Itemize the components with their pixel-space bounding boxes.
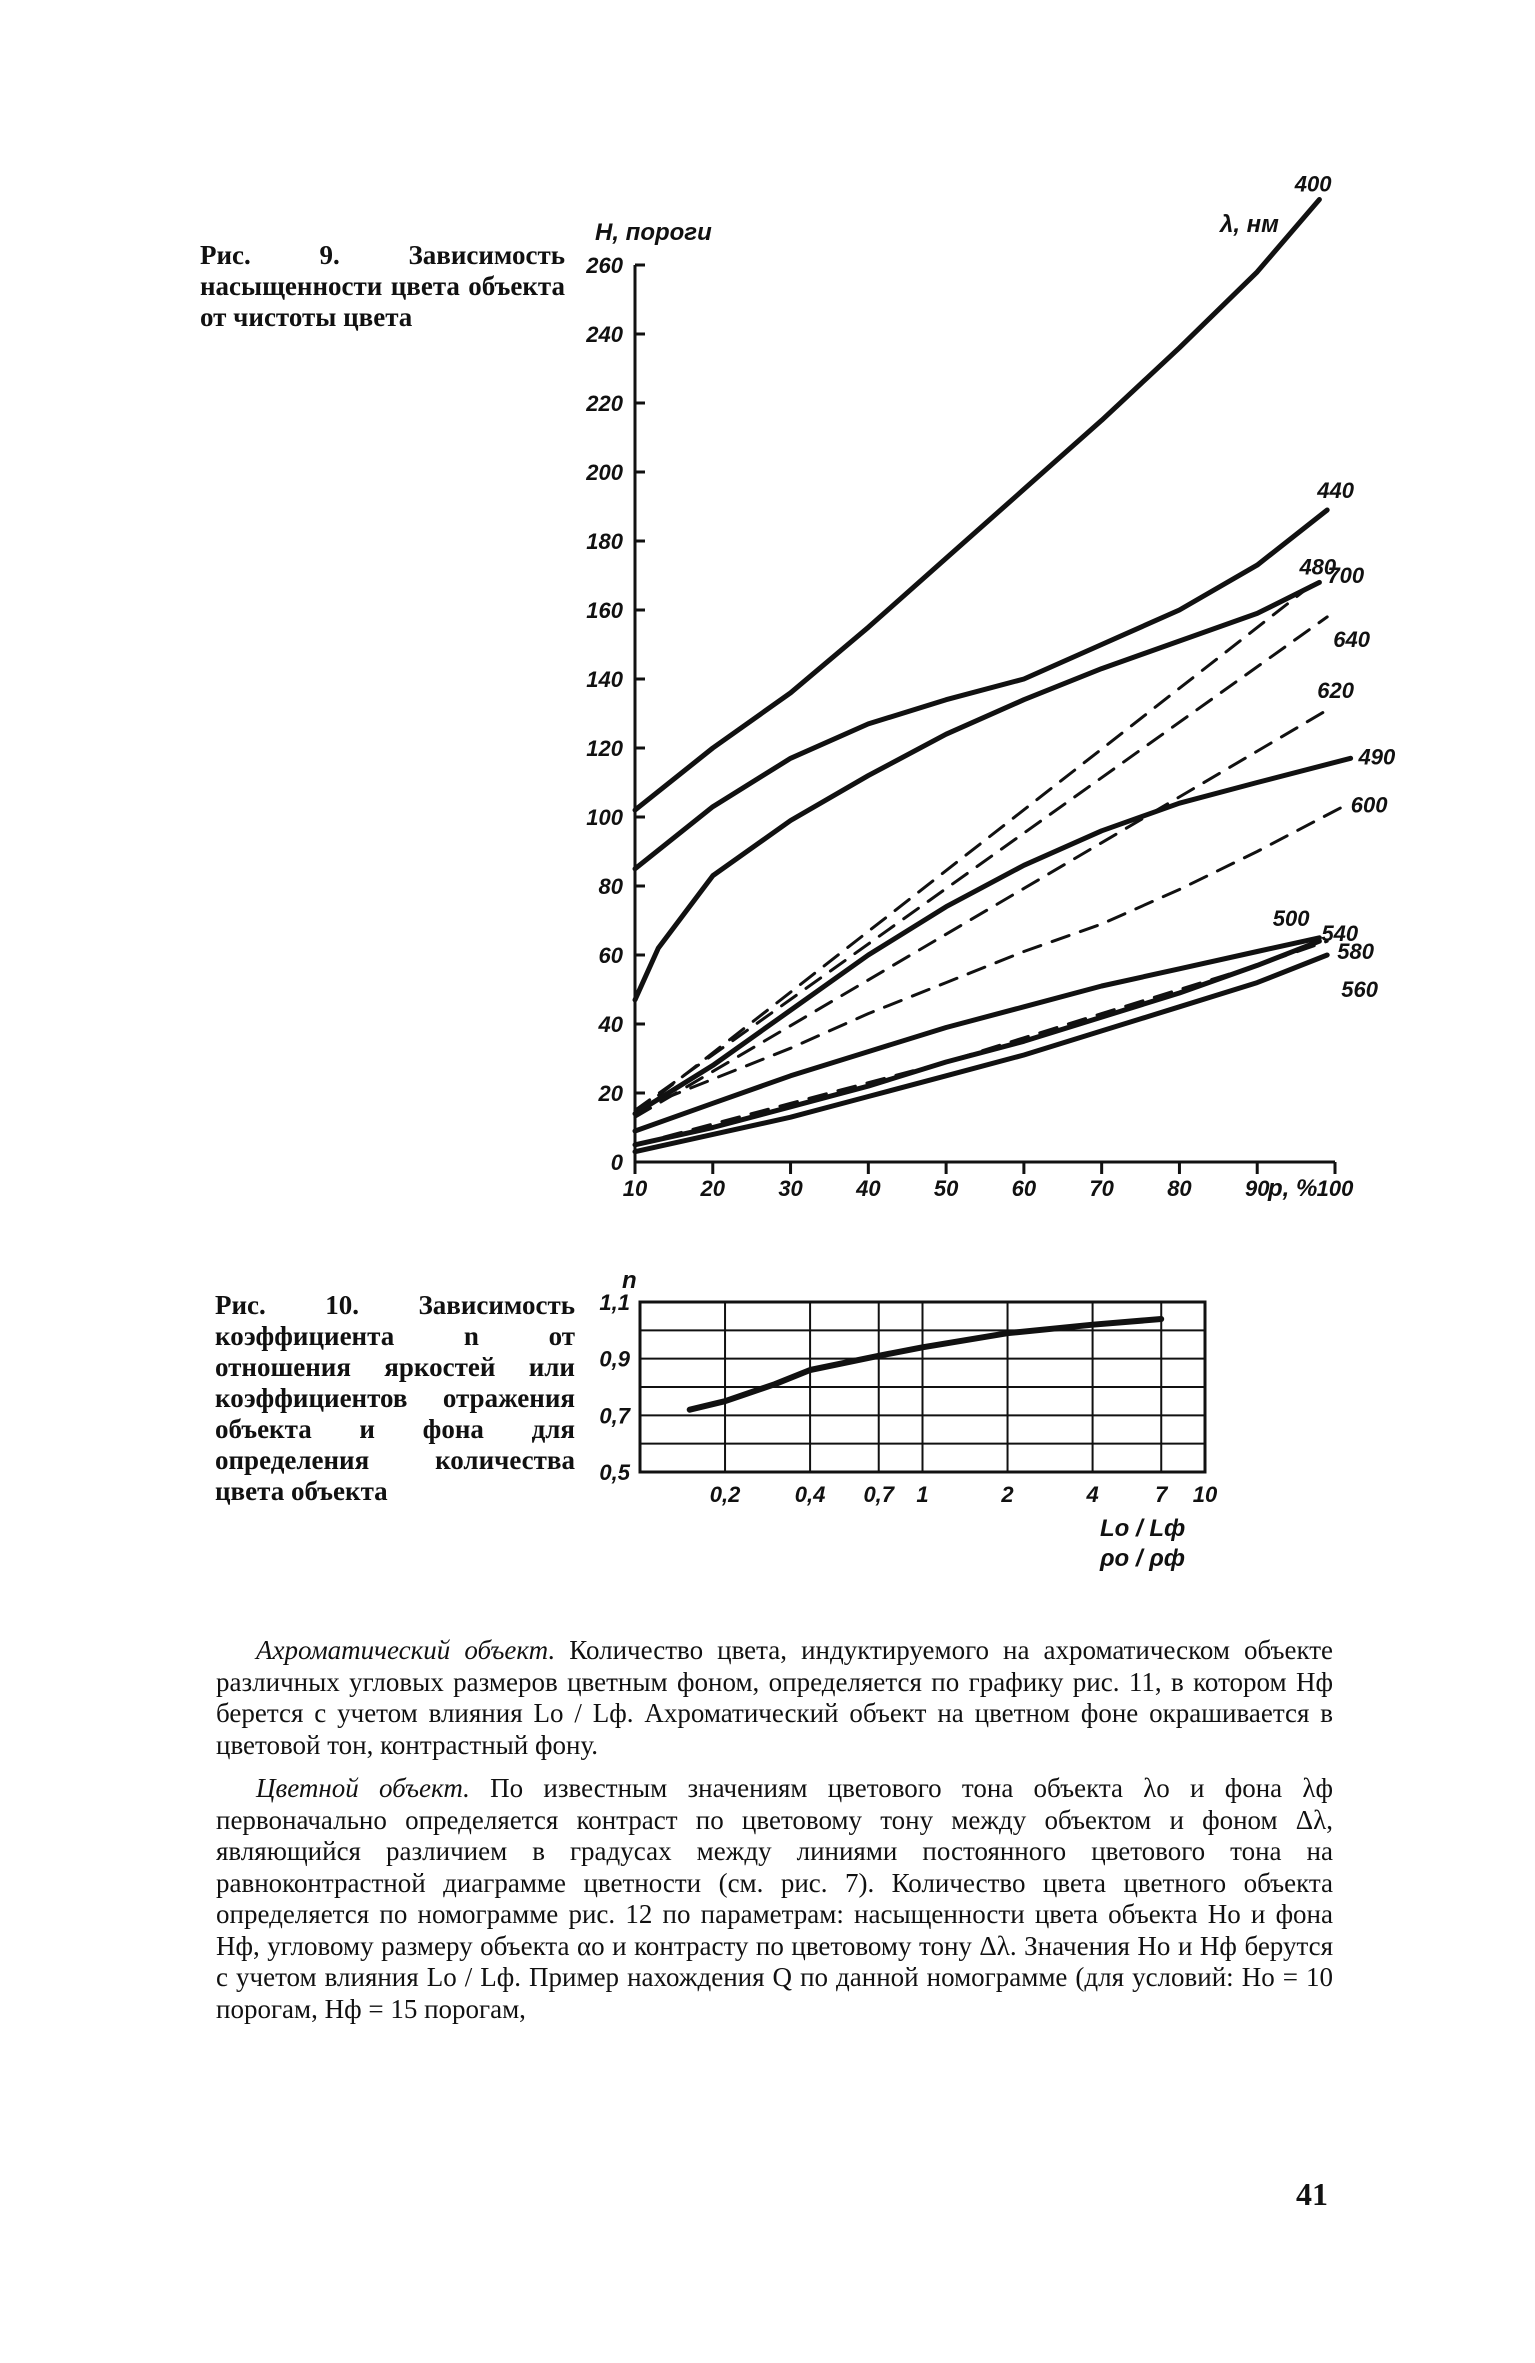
figure-10-chart [599,1267,1218,1572]
fig9-x-tick-label: 30 [778,1176,803,1201]
fig10-x-axis-label-1: Lо / Lф [1100,1515,1186,1542]
fig9-x-tick-label: 70 [1089,1176,1114,1201]
paragraph-chromatic [216,1773,1333,2025]
fig9-series-580 [635,941,1327,1145]
fig9-series-label: 490 [1358,744,1396,770]
fig10-x-tick-label: 2 [1001,1482,1014,1507]
fig9-series-label: 580 [1337,939,1374,965]
fig10-y-tick-label: 1,1 [599,1290,630,1315]
fig9-y-tick-label: 240 [586,322,623,347]
paragraph-body: По известным значениям цветового тона объекта λо и фона λф первоначально определяется контраст по цветовому тону между объектом и фоном Δλ, являющийся различием в градусах между линиями постоянного цветового тона на равноконтрастной диаграмме цветности (см. рис. 7). Количество цвета цветного объекта определяется по номограмме рис. 12 по параметрам: насыщенности цвета объекта Но и фона Нф, угловому размеру объекта αо и контрасту по цветовому тону Δλ. Значения Но и Нф берутся с учетом влияния Lо / Lф. Пример нахождения Q по данной номограмме (для условий: Но = 10 порогам, Нф = 15 порогам, [216,1773,1334,2024]
fig9-y-tick-label: 0 [610,1150,623,1175]
fig9-y-axis-label: Н, пороги [595,219,712,246]
fig10-y-tick-label: 0,7 [599,1403,630,1429]
fig9-series-label: 600 [1350,792,1388,818]
fig9-y-tick-label: 140 [586,667,623,692]
fig9-y-tick-label: 220 [586,391,623,416]
paragraph-lead: Ахроматический объект. [256,1635,556,1665]
figure-9-caption: Рис. 9. Зависимость насыщенности цвета объекта от чистоты цвета [200,240,565,332]
fig10-x-axis-label-2: ρо / ρф [1100,1545,1185,1572]
body-text [216,1635,1333,2025]
paragraph-achromatic [216,1635,1333,1761]
fig9-y-tick-label: 40 [598,1012,623,1037]
fig9-y-tick-label: 80 [598,874,623,899]
paragraph-body: Количество цвета, индуктируемого на ахроматическом объекте различных угловых размеров цветным фоном, определяется по графику рис. 11, в котором Нф берется с учетом влияния Lо / Lф. Ахроматический объект на цветном фоне окрашивается в цветовой тон, контрастный фону. [216,1635,1334,1760]
figure-9-chart [585,171,1396,1202]
fig10-series-n [690,1319,1161,1410]
fig9-x-tick-label: 100 [1316,1176,1354,1201]
fig9-series-label: 400 [1294,171,1332,197]
fig9-wavelength-label: λ, нм [1220,211,1279,238]
fig9-y-tick-label: 100 [586,805,623,830]
fig9-series-700 [635,579,1319,1114]
fig10-x-tick-label: 7 [1155,1482,1168,1507]
fig9-series-label: 500 [1272,905,1310,931]
fig10-x-tick-label: 0,4 [794,1482,826,1507]
fig9-series-label: 440 [1317,477,1354,503]
fig10-y-tick-label: 0,5 [599,1460,630,1485]
fig9-x-tick-label: 90 [1244,1176,1270,1201]
fig9-series-label: 640 [1333,626,1370,652]
fig10-x-tick-label: 4 [1086,1482,1099,1507]
fig9-series-label: 480 [1299,554,1337,580]
fig10-y-tick-label: 0,9 [599,1346,630,1372]
fig9-series-620 [635,710,1327,1117]
fig9-series-label: 700 [1327,562,1365,588]
fig9-x-tick-label: 60 [1011,1176,1037,1201]
fig9-y-tick-label: 20 [598,1081,623,1106]
fig9-y-tick-label: 200 [586,460,623,485]
fig9-x-tick-label: 10 [622,1176,648,1201]
fig10-y-axis-label: n [622,1267,637,1294]
fig9-series-label: 620 [1317,678,1354,704]
fig9-y-tick-label: 120 [586,736,623,761]
fig9-series-490 [635,758,1351,1113]
fig9-y-tick-label: 60 [598,943,623,968]
fig10-x-tick-label: 0,2 [709,1482,741,1507]
fig9-x-tick-label: 20 [700,1176,726,1201]
fig9-x-tick-label: 40 [856,1176,881,1201]
fig9-x-tick-label: 50 [933,1176,959,1201]
fig10-x-tick-label: 0,7 [863,1482,895,1507]
fig9-x-axis-label: р, % [1268,1175,1318,1202]
fig9-series-label: 560 [1341,977,1378,1002]
paragraph-lead: Цветной объект. [256,1773,470,1803]
fig10-x-tick-label: 1 [916,1482,929,1507]
fig9-y-tick-label: 260 [586,253,623,278]
fig9-series-label: 540 [1321,921,1359,947]
fig9-y-tick-label: 180 [586,529,623,554]
page-number: 41 [1296,2176,1328,2212]
figure-10-caption: Рис. 10. Зависимость коэффициента n от отношения яркостей или коэффициентов отражения объекта и фона для определения количества цвета объекта [215,1290,575,1506]
fig9-y-tick-label: 160 [586,598,623,623]
fig9-x-tick-label: 80 [1167,1176,1192,1201]
fig10-x-tick-label: 10 [1192,1482,1218,1507]
